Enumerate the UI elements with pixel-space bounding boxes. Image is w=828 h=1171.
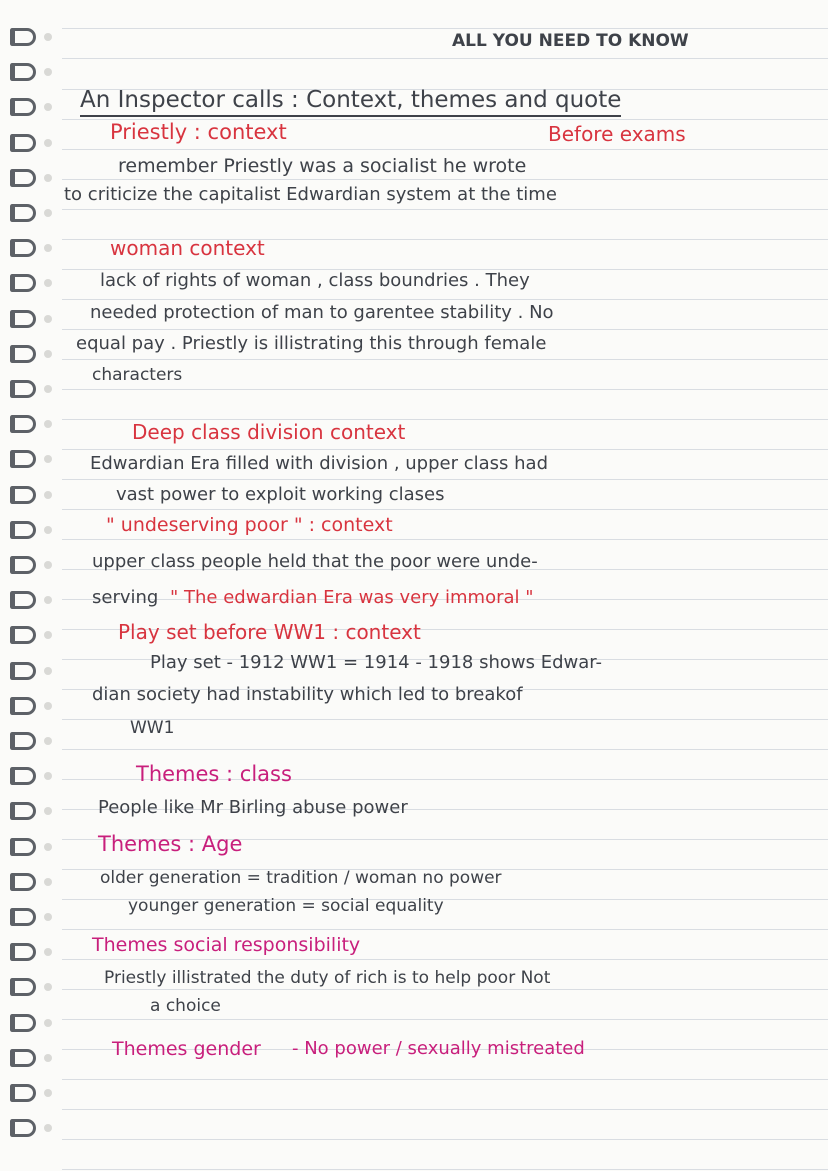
spiral-ring (10, 662, 36, 680)
note-line: older generation = tradition / woman no power (100, 868, 502, 888)
heading-themes-gender: Themes gender (112, 1038, 261, 1060)
spiral-ring (10, 838, 36, 856)
heading-undeserving-poor-context: " undeserving poor " : context (106, 514, 393, 536)
punch-hole (44, 878, 52, 886)
spiral-ring (10, 978, 36, 996)
spiral-ring (10, 626, 36, 644)
spiral-ring (10, 1014, 36, 1032)
heading-themes-age: Themes : Age (98, 832, 243, 856)
spiral-ring (10, 873, 36, 891)
note-line: characters (92, 365, 183, 385)
spiral-ring (10, 28, 36, 46)
spiral-ring (10, 310, 36, 328)
punch-hole (44, 33, 52, 41)
punch-hole (44, 913, 52, 921)
spiral-ring (10, 732, 36, 750)
punch-hole (44, 1054, 52, 1062)
spiral-binding (0, 0, 62, 1171)
heading-themes-class: Themes : class (136, 762, 292, 786)
note-line: serving (92, 587, 159, 608)
spiral-ring (10, 345, 36, 363)
note-line: Edwardian Era filled with division , upper class had (90, 453, 548, 474)
punch-hole (44, 420, 52, 428)
note-line: Priestly illistrated the duty of rich is to help poor Not (104, 968, 551, 988)
spiral-ring (10, 134, 36, 152)
punch-hole (44, 702, 52, 710)
punch-hole (44, 737, 52, 745)
heading-play-set-context: Play set before WW1 : context (118, 620, 421, 644)
spiral-ring (10, 380, 36, 398)
punch-hole (44, 139, 52, 147)
punch-hole (44, 455, 52, 463)
heading-class-division-context: Deep class division context (132, 420, 406, 444)
punch-hole (44, 244, 52, 252)
punch-hole (44, 103, 52, 111)
spiral-ring (10, 802, 36, 820)
note-line: needed protection of man to garentee stability . No (90, 302, 554, 323)
note-line: lack of rights of woman , class boundries . They (100, 270, 530, 291)
spiral-ring (10, 486, 36, 504)
punch-hole (44, 68, 52, 76)
spiral-ring (10, 204, 36, 222)
punch-hole (44, 843, 52, 851)
punch-hole (44, 596, 52, 604)
spiral-ring (10, 239, 36, 257)
note-line: younger generation = social equality (128, 896, 444, 916)
note-line: equal pay . Priestly is illistrating this through female (76, 333, 547, 354)
punch-hole (44, 315, 52, 323)
note-line: dian society had instability which led to breakof (92, 684, 523, 705)
page-header: ALL YOU NEED TO KNOW (452, 31, 689, 51)
punch-hole (44, 279, 52, 287)
punch-hole (44, 526, 52, 534)
spiral-ring (10, 521, 36, 539)
spiral-ring (10, 274, 36, 292)
note-line: a choice (150, 996, 221, 1016)
punch-hole (44, 491, 52, 499)
punch-hole (44, 1089, 52, 1097)
punch-hole (44, 209, 52, 217)
heading-woman-context: woman context (110, 236, 265, 260)
note-before-exams: Before exams (548, 122, 686, 146)
punch-hole (44, 561, 52, 569)
punch-hole (44, 1019, 52, 1027)
punch-hole (44, 350, 52, 358)
punch-hole (44, 631, 52, 639)
spiral-ring (10, 63, 36, 81)
note-line: People like Mr Birling abuse power (98, 797, 408, 818)
page-title: An Inspector calls : Context, themes and quote (80, 87, 621, 117)
punch-hole (44, 667, 52, 675)
spiral-ring (10, 98, 36, 116)
quote-immoral: " The edwardian Era was very immoral " (170, 587, 534, 608)
note-line: WW1 (130, 718, 175, 738)
spiral-ring (10, 1119, 36, 1137)
punch-hole (44, 807, 52, 815)
note-line: remember Priestly was a socialist he wrote (118, 155, 527, 177)
punch-hole (44, 174, 52, 182)
spiral-ring (10, 697, 36, 715)
heading-themes-social-responsibility: Themes social responsibility (92, 934, 361, 956)
note-line: upper class people held that the poor were unde- (92, 551, 538, 572)
spiral-ring (10, 1049, 36, 1067)
spiral-ring (10, 591, 36, 609)
spiral-ring (10, 415, 36, 433)
punch-hole (44, 983, 52, 991)
punch-hole (44, 948, 52, 956)
punch-hole (44, 1124, 52, 1132)
note-gender: - No power / sexually mistreated (292, 1038, 585, 1059)
spiral-ring (10, 1084, 36, 1102)
spiral-ring (10, 943, 36, 961)
spiral-ring (10, 908, 36, 926)
spiral-ring (10, 767, 36, 785)
spiral-ring (10, 450, 36, 468)
note-line: to criticize the capitalist Edwardian system at the time (64, 184, 557, 205)
heading-priestly-context: Priestly : context (110, 120, 287, 144)
note-line: vast power to exploit working clases (116, 484, 445, 505)
spiral-ring (10, 169, 36, 187)
note-line: Play set - 1912 WW1 = 1914 - 1918 shows Edwar- (150, 652, 603, 673)
spiral-ring (10, 556, 36, 574)
punch-hole (44, 772, 52, 780)
punch-hole (44, 385, 52, 393)
